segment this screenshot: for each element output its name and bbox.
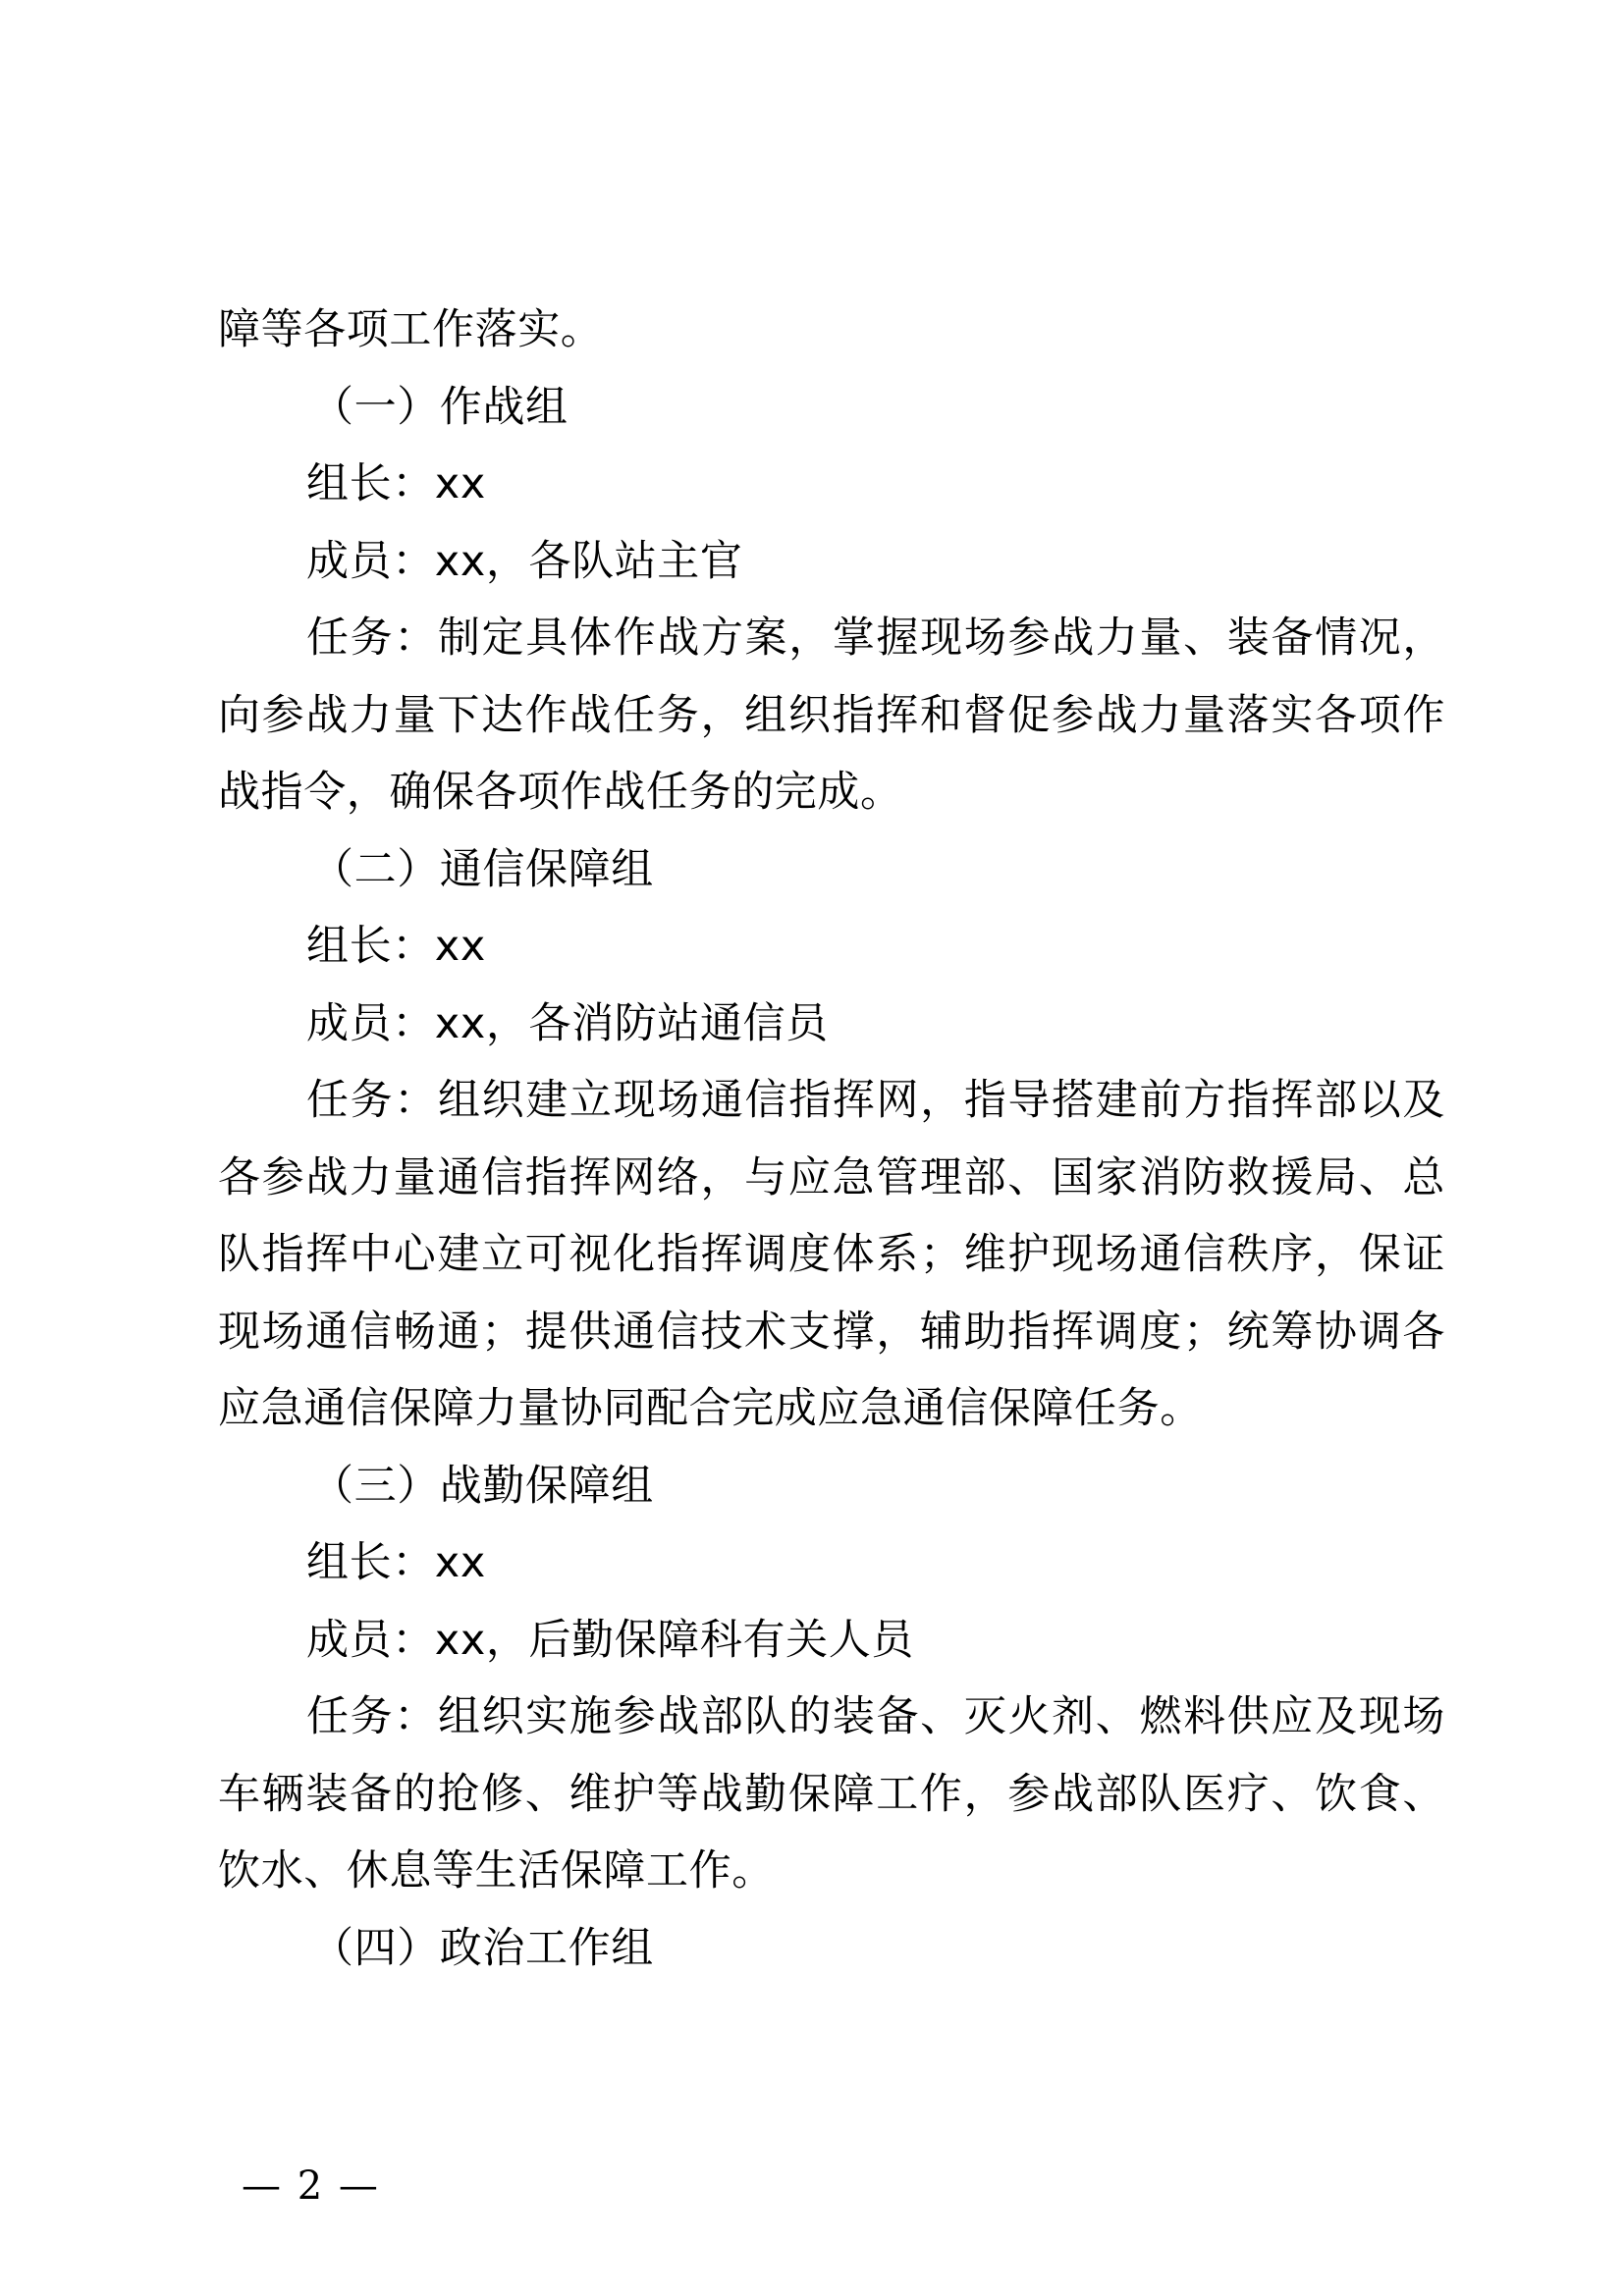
page-number: — 2 — — [242, 2163, 380, 2209]
document-body — [218, 292, 1445, 1987]
communication-group-leader: 组长：xx — [306, 922, 486, 971]
section-heading-combat-group: （一）作战组 — [311, 382, 568, 432]
logistics-group-leader: 组长：xx — [306, 1538, 486, 1587]
combat-group-members: 成员：xx，各队站主官 — [306, 536, 743, 586]
communication-group-tasks: 任务：组织建立现场通信指挥网，指导搭建前方指挥部以及各参战力量通信指挥网络，与应急管理部、国家消防救援局、总队指挥中心建立可视化指挥调度体系；维护现场通信秩序，保证现场通信畅通；提供通信技术支撑，辅助指挥调度；统筹协调各应急通信保障力量协同配合完成应急通信保障任务。 — [218, 1076, 1445, 1433]
paragraph-continuation: 障等各项工作落实。 — [218, 305, 604, 354]
combat-group-leader: 组长：xx — [306, 459, 486, 508]
section-heading-political-group: （四）政治工作组 — [311, 1923, 654, 1973]
communication-group-members: 成员：xx，各消防站通信员 — [306, 998, 829, 1048]
logistics-group-members: 成员：xx，后勤保障科有关人员 — [306, 1615, 914, 1665]
section-heading-communication-group: （二）通信保障组 — [311, 844, 654, 894]
logistics-group-tasks: 任务：组织实施参战部队的装备、灭火剂、燃料供应及现场车辆装备的抢修、维护等战勤保障工作，参战部队医疗、饮食、饮水、休息等生活保障工作。 — [218, 1692, 1445, 1896]
section-heading-logistics-group: （三）战勤保障组 — [311, 1461, 654, 1511]
combat-group-tasks: 任务：制定具体作战方案，掌握现场参战力量、装备情况，向参战力量下达作战任务，组织指挥和督促参战力量落实各项作战指令，确保各项作战任务的完成。 — [218, 614, 1445, 817]
